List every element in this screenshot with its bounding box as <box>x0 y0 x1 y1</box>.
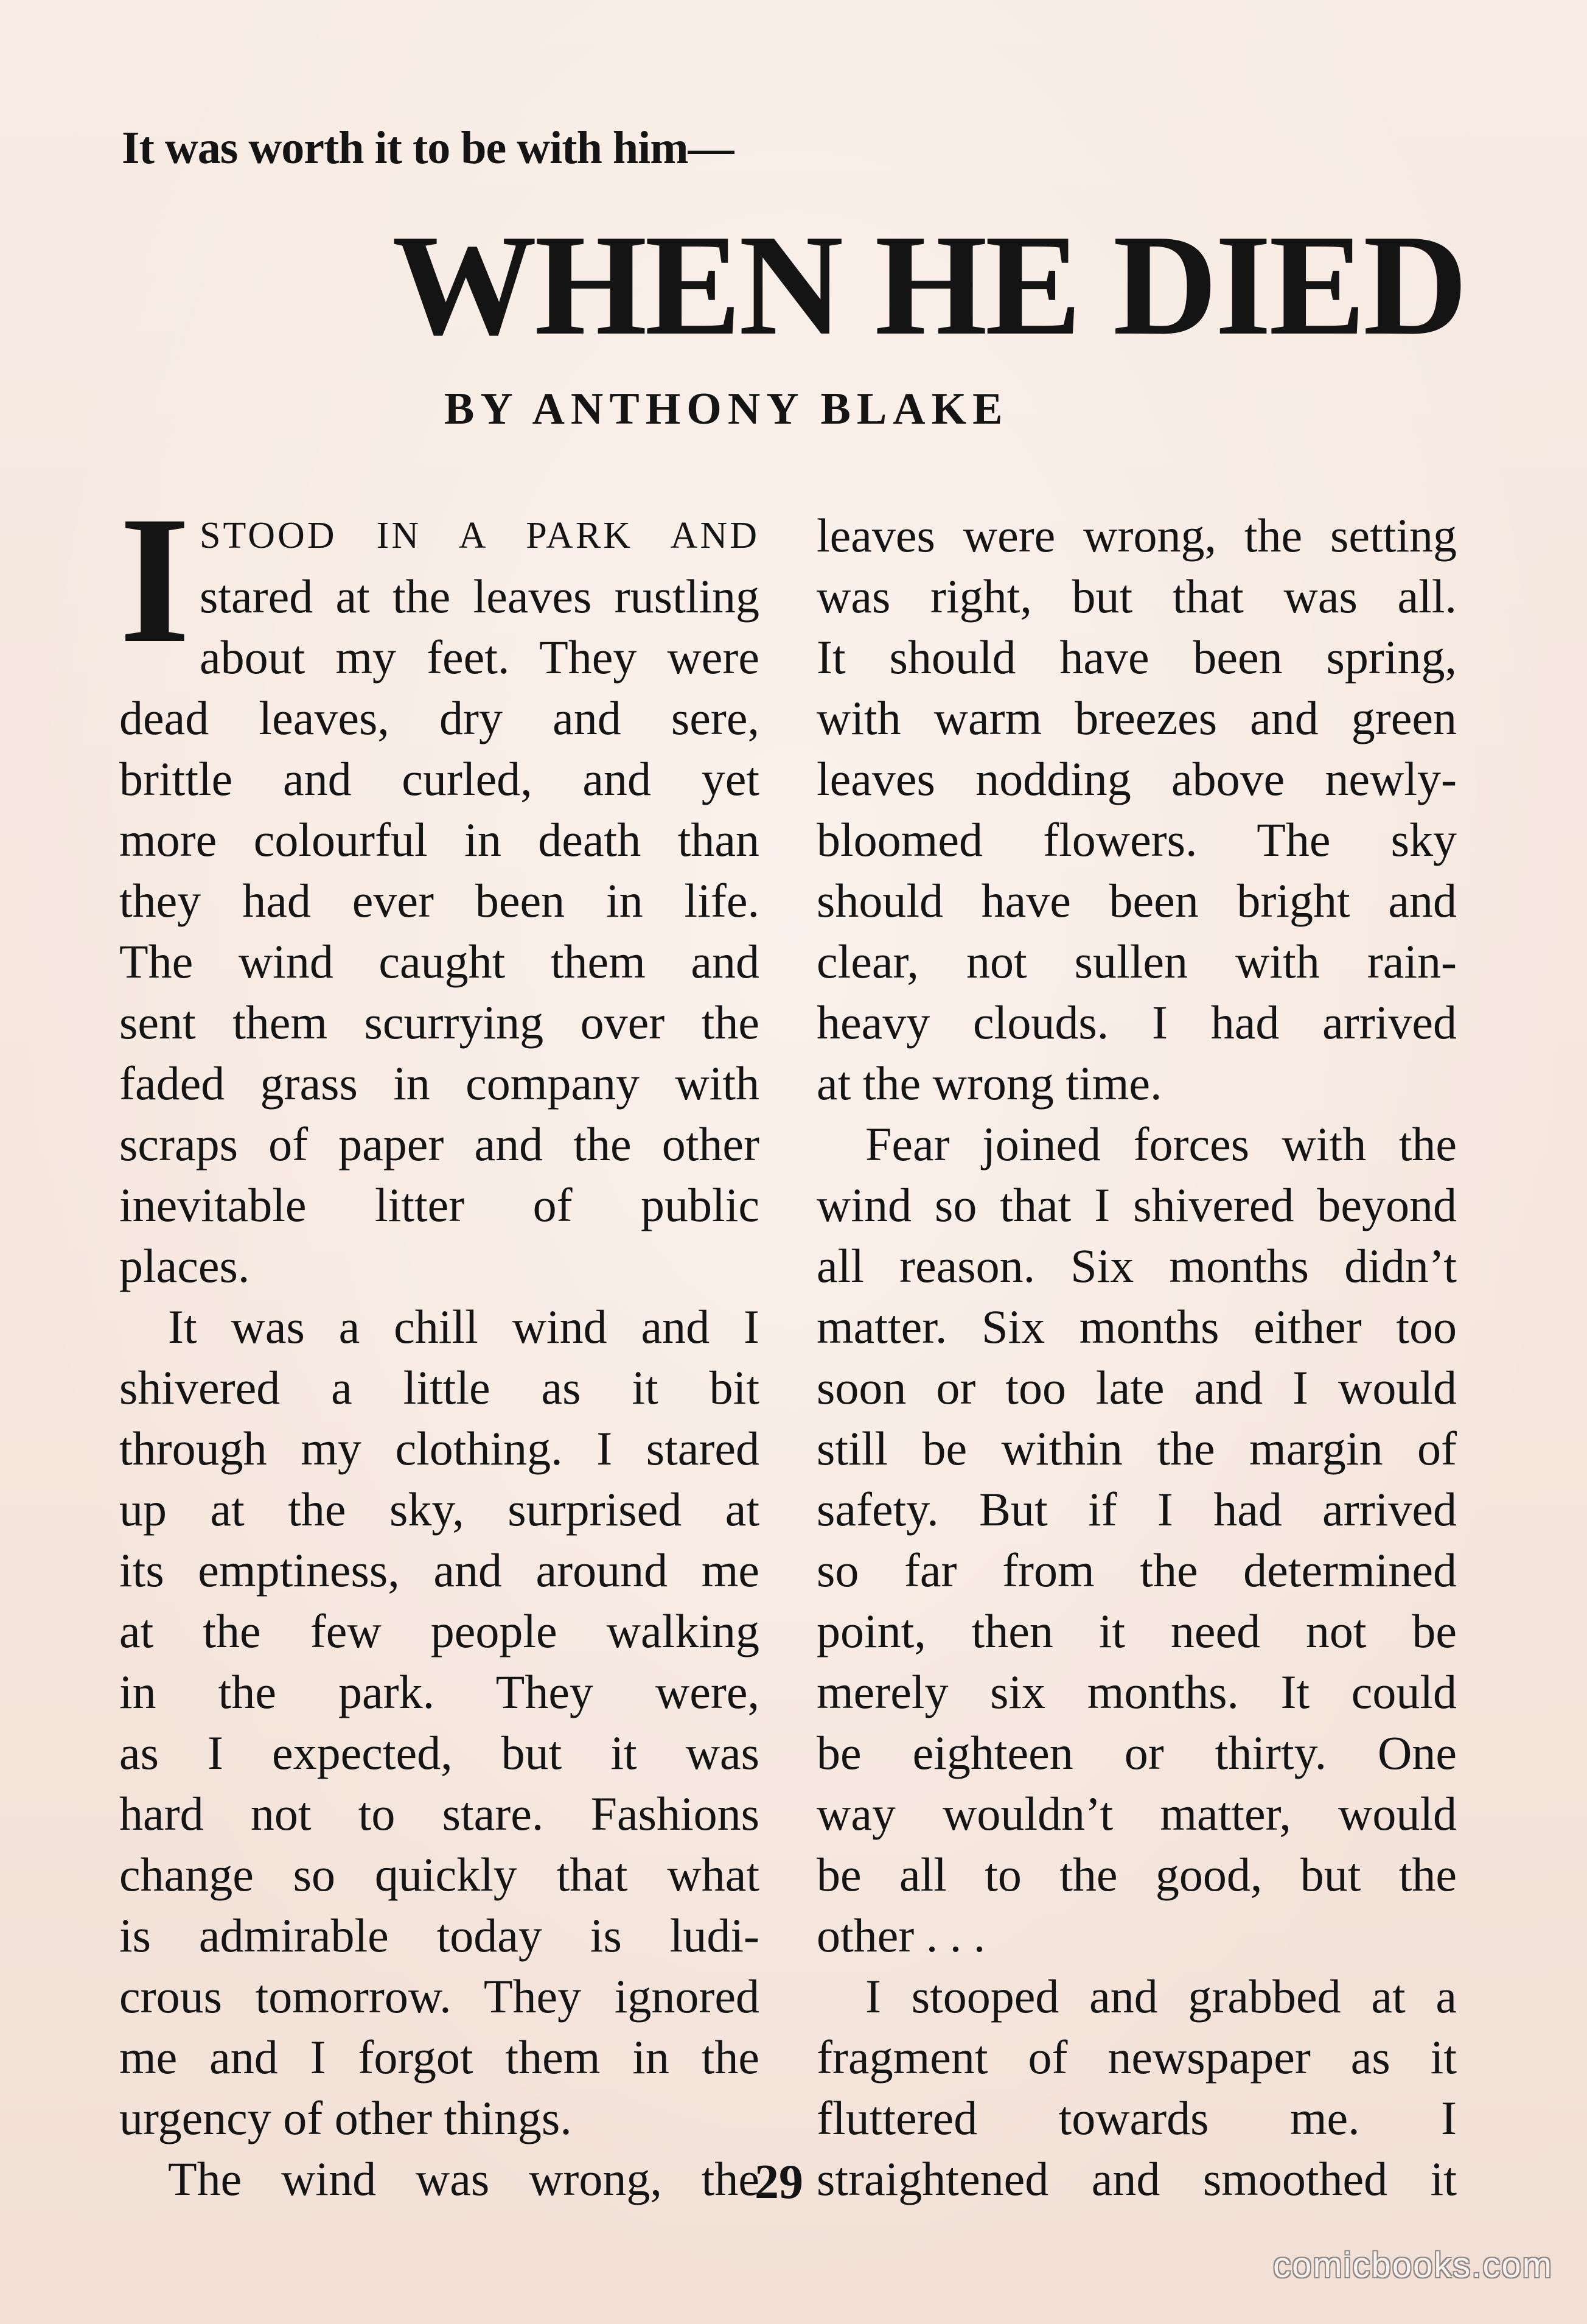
column-line: all reason. Six months didn’t <box>817 1239 1457 1292</box>
column-line: urgency of other things. <box>119 2091 572 2144</box>
column-line: heavy clouds. I had arrived <box>817 996 1457 1049</box>
watermark: comicbooks.com <box>1273 2245 1553 2285</box>
column-line: be all to the good, but the <box>817 1848 1457 1901</box>
column-line: is admirable today is ludi- <box>119 1909 759 1962</box>
column-line: bloomed flowers. The sky <box>817 813 1457 866</box>
column-line: I stooped and grabbed at a <box>865 1970 1457 2023</box>
column-line: in the park. They were, <box>119 1665 759 1718</box>
kicker-line: It was worth it to be with him— <box>122 122 734 173</box>
column-line: straightened and smoothed it <box>817 2152 1457 2205</box>
column-line: should have been bright and <box>817 874 1457 927</box>
column-line: so far from the determined <box>817 1544 1457 1597</box>
column-line: stared at the leaves rustling <box>200 570 759 623</box>
column-line: places. <box>119 1239 250 1292</box>
column-line: still be within the margin of <box>817 1422 1457 1475</box>
page-number: 29 <box>755 2155 803 2209</box>
column-line: its emptiness, and around me <box>119 1544 759 1597</box>
column-line: through my clothing. I stared <box>119 1422 759 1475</box>
column-line: more colourful in death than <box>119 813 759 866</box>
column-line: scraps of paper and the other <box>119 1118 759 1171</box>
column-line: other . . . <box>817 1909 986 1962</box>
column-line: crous tomorrow. They ignored <box>119 1970 759 2023</box>
column-line: change so quickly that what <box>119 1848 759 1901</box>
column-line: leaves nodding above newly- <box>817 752 1457 805</box>
column-line: me and I forgot them in the <box>119 2031 759 2084</box>
column-line: safety. But if I had arrived <box>817 1483 1457 1536</box>
column-line: as I expected, but it was <box>119 1726 759 1779</box>
column-line: The wind was wrong, the <box>168 2152 759 2205</box>
column-line: soon or too late and I would <box>817 1361 1457 1414</box>
column-line: It should have been spring, <box>817 631 1457 684</box>
column-line: fragment of newspaper as it <box>817 2031 1457 2084</box>
column-line: faded grass in company with <box>119 1057 759 1110</box>
story-title: WHEN HE DIED <box>392 205 1465 365</box>
column-line: leaves were wrong, the setting <box>817 509 1457 562</box>
column-line: merely six months. It could <box>817 1665 1457 1718</box>
column-line: fluttered towards me. I <box>817 2091 1457 2144</box>
column-line: inevitable litter of public <box>119 1178 759 1231</box>
column-line: sent them scurrying over the <box>119 996 759 1049</box>
byline: BY ANTHONY BLAKE <box>444 384 1009 434</box>
column-line: up at the sky, surprised at <box>119 1483 759 1536</box>
column-line: dead leaves, dry and sere, <box>119 691 759 744</box>
column-line: at the few people walking <box>119 1605 759 1657</box>
column-line: matter. Six months either too <box>817 1300 1457 1353</box>
column-line: It was a chill wind and I <box>168 1300 759 1353</box>
column-line: was right, but that was all. <box>817 570 1457 623</box>
column-line: clear, not sullen with rain- <box>817 935 1457 988</box>
right-column <box>817 505 1457 2210</box>
left-column <box>119 478 759 2210</box>
drop-cap: I <box>119 478 190 681</box>
column-line: wind so that I shivered beyond <box>817 1178 1457 1231</box>
column-line: way wouldn’t matter, would <box>817 1787 1457 1840</box>
column-line: Fear joined forces with the <box>865 1118 1457 1171</box>
column-line: STOOD IN A PARK AND <box>200 515 759 556</box>
column-line: with warm breezes and green <box>817 691 1457 744</box>
column-line: point, then it need not be <box>817 1605 1457 1657</box>
column-line: The wind caught them and <box>119 935 759 988</box>
column-line: about my feet. They were <box>200 631 759 684</box>
column-line: shivered a little as it bit <box>119 1361 759 1414</box>
column-line: hard not to stare. Fashions <box>119 1787 759 1840</box>
column-line: they had ever been in life. <box>119 874 759 927</box>
column-line: be eighteen or thirty. One <box>817 1726 1457 1779</box>
column-line: brittle and curled, and yet <box>119 752 759 805</box>
column-line: at the wrong time. <box>817 1057 1162 1110</box>
